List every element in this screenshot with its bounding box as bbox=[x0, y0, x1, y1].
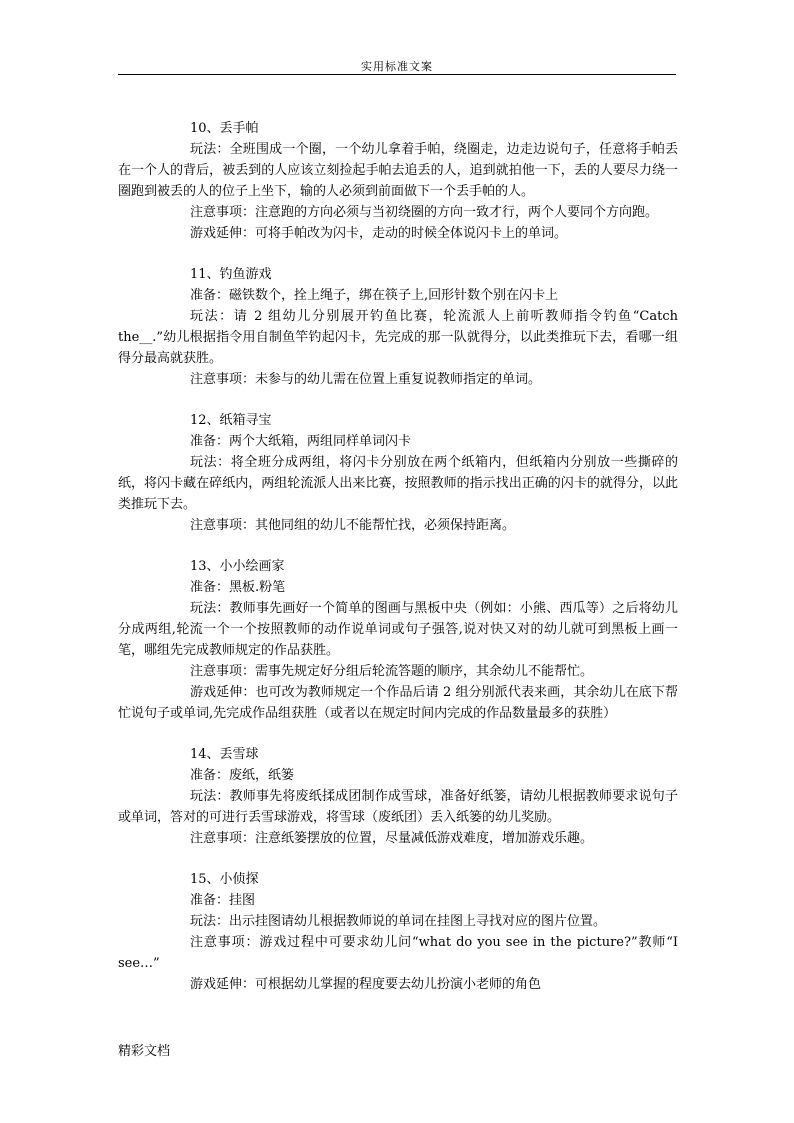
paragraph-notes: 注意事项：注意跑的方向必须与当初绕圈的方向一致才行，两个人要同个方向跑。 bbox=[190, 205, 659, 220]
paragraph-rules: 玩法：教师事先画好一个简单的图画与黑板中央（例如：小熊、西瓜等）之后将幼儿分成两组,轮流一个一个按照教师的动作说单词或句子强答,说对快又对的幼儿就可到黑板上画一笔，哪组先完成教师规定的作品获胜。 bbox=[118, 601, 678, 658]
paragraph-rules: 玩法：请 2 组幼儿分别展开钓鱼比赛，轮流派人上前听教师指令钓鱼“Catch the__.”幼儿根据指令用自制鱼竿钓起闪卡，先完成的那一队就得分，以此类推玩下去，看哪一组得分最高就获胜。 bbox=[118, 309, 678, 366]
section-12-game bbox=[118, 410, 678, 536]
section-heading: 13、小小绘画家 bbox=[190, 559, 285, 574]
paragraph-preparation: 准备：磁铁数个，拴上绳子，绑在筷子上,回形针数个别在闪卡上 bbox=[190, 288, 559, 303]
paragraph-notes: 注意事项：未参与的幼儿需在位置上重复说教师指定的单词。 bbox=[190, 372, 542, 387]
paragraph-notes: 注意事项：游戏过程中可要求幼儿问“what do you see in the picture?”教师“I see…” bbox=[118, 935, 678, 971]
section-10-game bbox=[118, 118, 678, 244]
page-header-title: 实用标准文案 bbox=[361, 60, 433, 73]
paragraph-preparation: 准备：黑板.粉笔 bbox=[190, 580, 286, 595]
document-body bbox=[118, 118, 678, 1015]
section-14-game bbox=[118, 744, 678, 849]
paragraph-extension: 游戏延伸：可将手帕改为闪卡，走动的时候全体说闪卡上的单词。 bbox=[190, 226, 568, 241]
page-footer-text: 精彩文档 bbox=[118, 1044, 171, 1059]
paragraph-preparation: 准备：挂图 bbox=[190, 893, 256, 908]
section-heading: 11、钓鱼游戏 bbox=[190, 267, 272, 282]
paragraph-preparation: 准备：两个大纸箱，两组同样单词闪卡 bbox=[190, 434, 412, 449]
section-15-game bbox=[118, 869, 678, 995]
paragraph-preparation: 准备：废纸，纸篓 bbox=[190, 768, 295, 783]
section-heading: 10、丢手帕 bbox=[190, 121, 259, 136]
paragraph-notes: 注意事项：其他同组的幼儿不能帮忙找，必须保持距离。 bbox=[190, 518, 516, 533]
section-heading: 15、小侦探 bbox=[190, 872, 259, 887]
paragraph-notes: 注意事项：注意纸篓摆放的位置，尽量减低游戏难度，增加游戏乐趣。 bbox=[190, 831, 594, 846]
section-13-game bbox=[118, 556, 678, 724]
paragraph-rules: 玩法：教师事先将废纸揉成团制作成雪球，准备好纸篓，请幼儿根据教师要求说句子或单词，答对的可进行丢雪球游戏，将雪球（废纸团）丢入纸篓的幼儿奖励。 bbox=[118, 789, 678, 825]
paragraph-rules: 玩法：出示挂图请幼儿根据教师说的单词在挂图上寻找对应的图片位置。 bbox=[190, 914, 607, 929]
paragraph-rules: 玩法：将全班分成两组，将闪卡分别放在两个纸箱内，但纸箱内分别放一些撕碎的纸，将闪卡藏在碎纸内，两组轮流派人出来比赛，按照教师的指示找出正确的闪卡的就得分，以此类推玩下去。 bbox=[118, 455, 678, 512]
header-divider bbox=[118, 74, 676, 75]
paragraph-extension: 游戏延伸：可根据幼儿掌握的程度要去幼儿扮演小老师的角色 bbox=[190, 977, 542, 992]
section-heading: 14、丢雪球 bbox=[190, 747, 259, 762]
section-11-game bbox=[118, 264, 678, 390]
paragraph-rules: 玩法：全班围成一个圈，一个幼儿拿着手帕，绕圈走，边走边说句子，任意将手帕丢在一个人的背后，被丢到的人应该立刻捡起手帕去追丢的人，追到就拍他一下，丢的人要尽力绕一圈跑到被丢的人的位子上坐下，输的人必须到前面做下一个丢手帕的人。 bbox=[118, 142, 678, 199]
section-heading: 12、纸箱寻宝 bbox=[190, 413, 272, 428]
paragraph-notes: 注意事项：需事先规定好分组后轮流答题的顺序，其余幼儿不能帮忙。 bbox=[190, 664, 594, 679]
paragraph-extension: 游戏延伸：也可改为教师规定一个作品后请 2 组分别派代表来画，其余幼儿在底下帮忙说句子或单词,先完成作品组获胜（或者以在规定时间内完成的作品数量最多的获胜） bbox=[118, 685, 678, 721]
